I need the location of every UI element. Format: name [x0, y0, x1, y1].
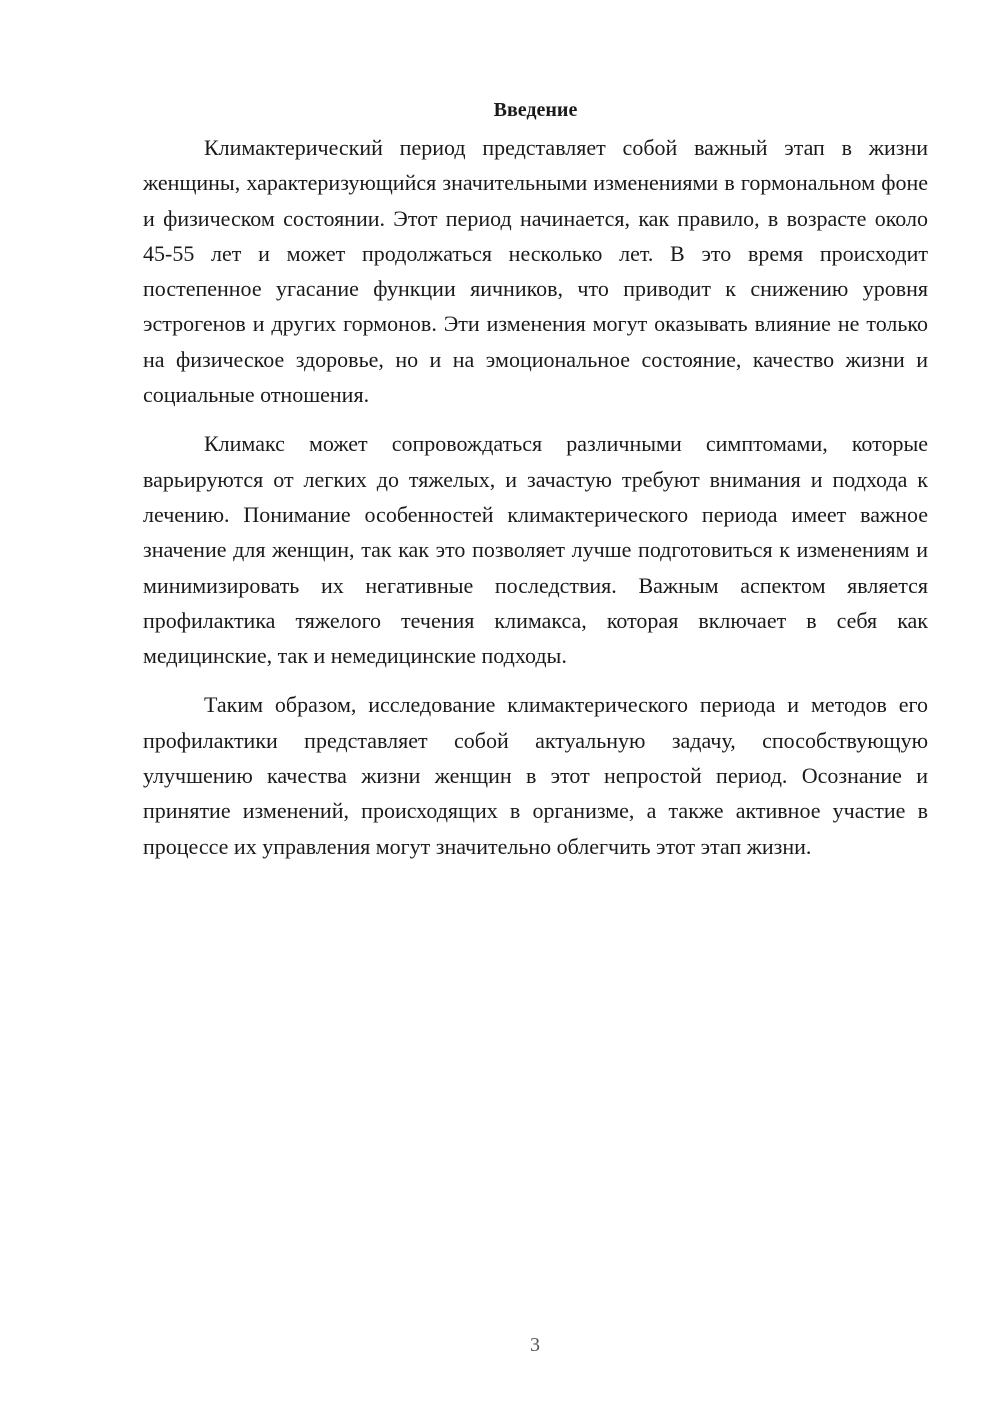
section-heading: Введение [493, 99, 578, 121]
paragraph-2: Климакс может сопровождаться различными симптомами, которые варьируются от легких до тяжелых, и зачастую требуют внимания и подхода к лечению. Понимание особенностей климактерического периода имеет важное значение для женщин, так как это позволяет лучше подготовиться к изменениям и минимизировать их негативные последствия. Важным аспектом является профилактика тяжелого течения климакса, которая включает в себя как медицинские, так и немедицинские подходы. [143, 431, 928, 669]
page-content [143, 96, 928, 878]
page-number: 3 [530, 1334, 540, 1356]
paragraph-3: Таким образом, исследование климактерического периода и методов его профилактики представляет собой актуальную задачу, способствующую улучшению качества жизни женщин в этот непростой период. Осознание и принятие изменений, происходящих в организме, а также активное участие в процессе их управления могут значительно облегчить этот этап жизни. [143, 692, 928, 859]
paragraph-1: Климактерический период представляет собой важный этап в жизни женщины, характеризующийся значительными изменениями в гормональном фоне и физическом состоянии. Этот период начинается, как правило, в возрасте около 45-55 лет и может продолжаться несколько лет. В это время происходит постепенное угасание функции яичников, что приводит к снижению уровня эстрогенов и других гормонов. Эти изменения могут оказывать влияние не только на физическое здоровье, но и на эмоциональное состояние, качество жизни и социальные отношения. [143, 135, 928, 408]
